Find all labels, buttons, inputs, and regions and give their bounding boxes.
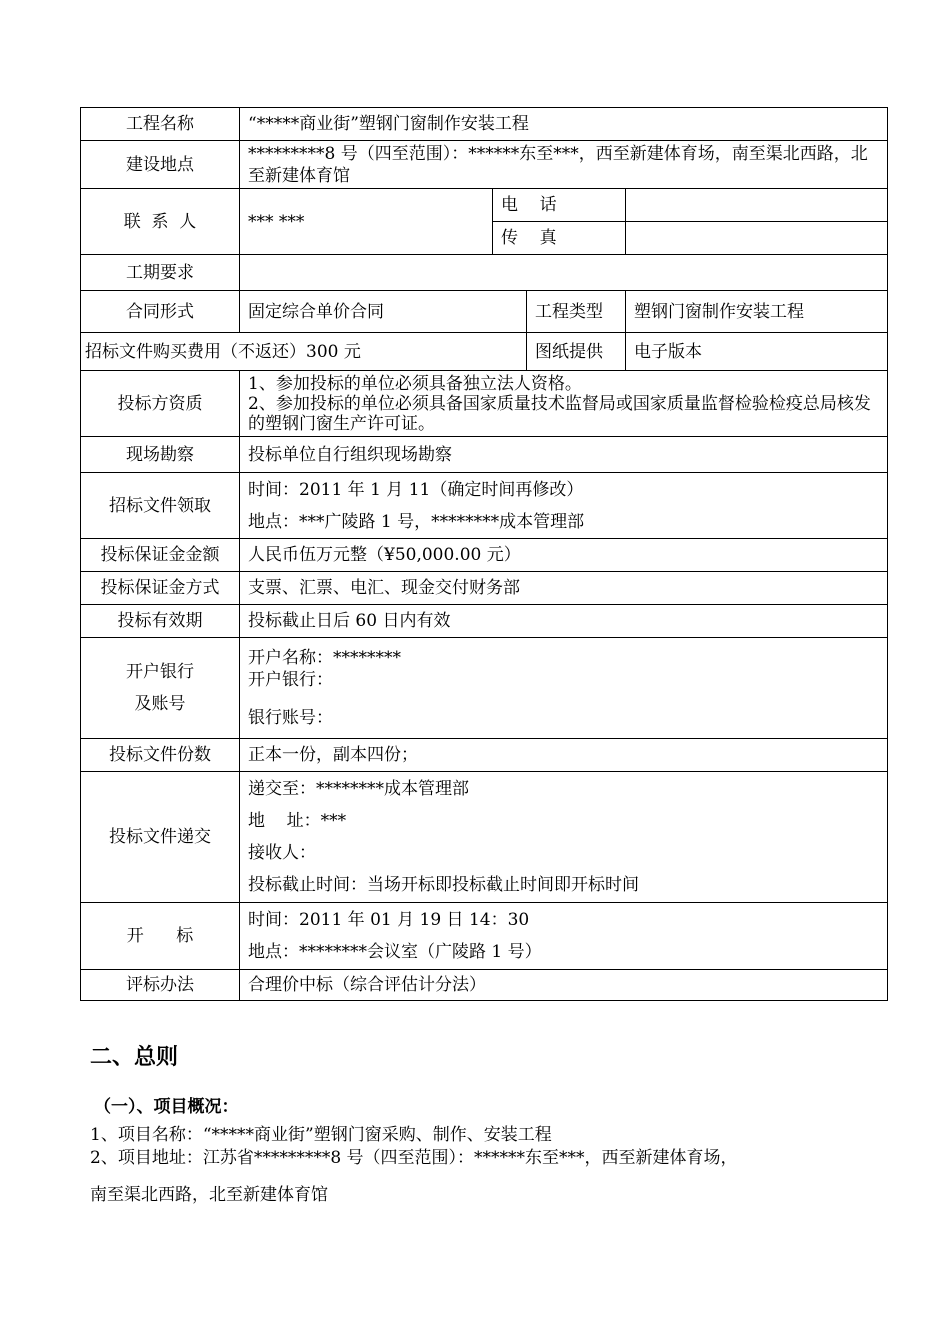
doc-fee-label: 招标文件购买费用（不返还）300 元 <box>81 333 527 371</box>
site-survey-label: 现场勘察 <box>81 437 240 473</box>
bank-value <box>240 638 888 739</box>
project-name-item: 1、项目名称：“*****商业街”塑钢门窗采购、制作、安装工程 <box>90 1125 552 1145</box>
submission-label: 投标文件递交 <box>81 772 240 903</box>
table-row <box>81 970 888 1001</box>
fax-value <box>626 222 888 255</box>
site-survey-value: 投标单位自行组织现场勘察 <box>240 437 888 473</box>
table-row <box>81 572 888 605</box>
project-type-label: 工程类型 <box>527 291 626 333</box>
deposit-amount-label: 投标保证金金额 <box>81 539 240 572</box>
bank-account-no: 银行账号： <box>248 708 333 728</box>
submission-address: 地 址：*** <box>248 811 347 831</box>
validity-value: 投标截止日后 60 日内有效 <box>240 605 888 638</box>
contract-label: 合同形式 <box>81 291 240 333</box>
project-name-label: 工程名称 <box>81 108 240 141</box>
doc-pickup-time: 时间：2011 年 1 月 11（确定时间再修改） <box>248 479 584 500</box>
bank-account-name: 开户名称：******** <box>248 648 401 668</box>
evaluation-value: 合理价中标（综合评估计分法） <box>240 970 888 1001</box>
opening-value <box>240 903 888 970</box>
qualification-line-1: 1、参加投标的单位必须具备独立法人资格。 <box>248 373 582 394</box>
contract-value: 固定综合单价合同 <box>240 291 527 333</box>
table-row <box>81 539 888 572</box>
table-row <box>81 371 888 437</box>
phone-value <box>626 189 888 222</box>
deposit-amount-value: 人民币伍万元整（¥50,000.00 元） <box>240 539 888 572</box>
tender-info-table <box>80 107 888 1001</box>
project-address-item-cont: 南至渠北西路，北至新建体育馆 <box>90 1185 328 1205</box>
contact-value: *** *** <box>240 189 493 255</box>
doc-pickup-value <box>240 473 888 539</box>
opening-place: 地点：********会议室（广陵路 1 号） <box>248 942 542 962</box>
period-label: 工期要求 <box>81 255 240 291</box>
opening-time: 时间：2011 年 01 月 19 日 14：30 <box>248 910 530 930</box>
section-subtitle: （一）、项目概况： <box>94 1097 239 1117</box>
doc-pickup-place: 地点：***广陵路 1 号，********成本管理部 <box>248 511 585 532</box>
submission-value <box>240 772 888 903</box>
table-row <box>81 141 888 189</box>
contact-label: 联 系 人 <box>81 189 240 255</box>
copies-label: 投标文件份数 <box>81 739 240 772</box>
bank-label-line-2: 及账号 <box>134 694 186 714</box>
deposit-method-label: 投标保证金方式 <box>81 572 240 605</box>
submission-deadline: 投标截止时间：当场开标即投标截止时间即开标时间 <box>248 875 639 895</box>
table-row <box>81 903 888 970</box>
evaluation-label: 评标办法 <box>81 970 240 1001</box>
table-row <box>81 739 888 772</box>
drawing-label: 图纸提供 <box>527 333 626 371</box>
table-row <box>81 189 888 222</box>
deposit-method-value: 支票、汇票、电汇、现金交付财务部 <box>240 572 888 605</box>
table-row <box>81 772 888 903</box>
table-row <box>81 638 888 739</box>
bank-label-line-1: 开户银行 <box>126 662 194 682</box>
phone-label: 电 话 <box>493 189 626 222</box>
section-title: 二、总则 <box>90 1045 179 1070</box>
submission-receiver: 接收人： <box>248 843 316 863</box>
project-address-item: 2、项目地址：江苏省*********8 号（四至范围）：******东至***，西至新建体育场， <box>90 1148 738 1168</box>
bank-label <box>81 638 240 739</box>
submission-to: 递交至：********成本管理部 <box>248 779 469 799</box>
bank-name: 开户银行： <box>248 670 333 690</box>
project-name-value: “*****商业街”塑钢门窗制作安装工程 <box>240 108 888 141</box>
doc-pickup-label: 招标文件领取 <box>81 473 240 539</box>
table-row <box>81 473 888 539</box>
location-value: *********8 号（四至范围）：******东至***，西至新建体育场，南至渠北西路，北至新建体育馆 <box>240 141 888 189</box>
project-type-value: 塑钢门窗制作安装工程 <box>626 291 888 333</box>
opening-label: 开 标 <box>81 903 240 970</box>
copies-value: 正本一份，副本四份； <box>240 739 888 772</box>
table-row <box>81 333 888 371</box>
fax-label: 传 真 <box>493 222 626 255</box>
table-row <box>81 255 888 291</box>
table-row <box>81 437 888 473</box>
table-row <box>81 605 888 638</box>
period-value <box>240 255 888 291</box>
qualification-value <box>240 371 888 437</box>
validity-label: 投标有效期 <box>81 605 240 638</box>
location-label: 建设地点 <box>81 141 240 189</box>
qualification-line-2: 2、参加投标的单位必须具备国家质量技术监督局或国家质量监督检验检疫总局核发的塑钢门窗生产许可证。 <box>248 393 871 434</box>
table-row <box>81 108 888 141</box>
table-row <box>81 291 888 333</box>
drawing-value: 电子版本 <box>626 333 888 371</box>
qualification-label: 投标方资质 <box>81 371 240 437</box>
